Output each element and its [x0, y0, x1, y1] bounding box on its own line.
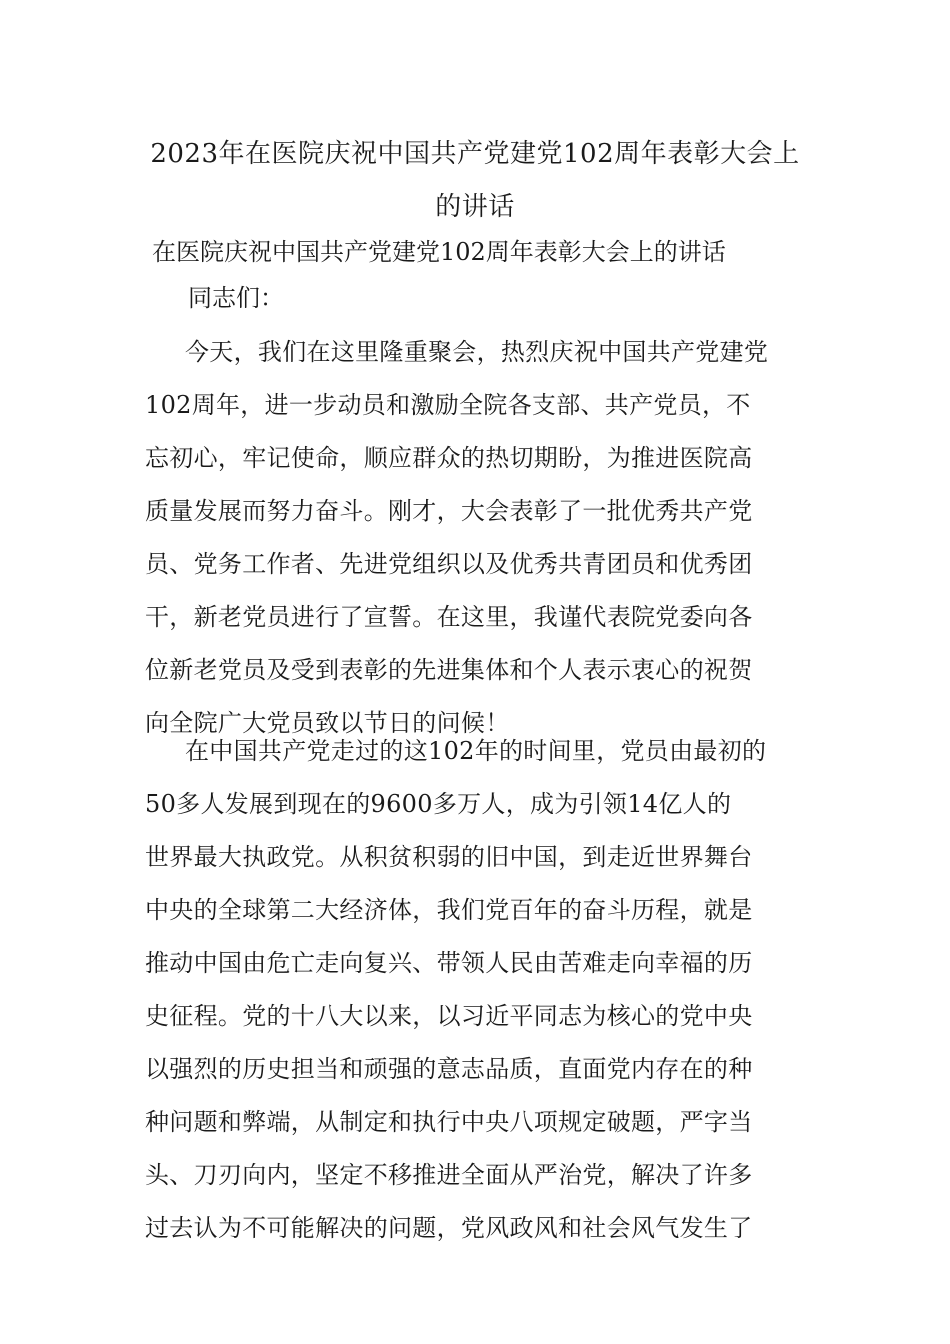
paragraph-line: 今天，我们在这里隆重聚会，热烈庆祝中国共产党建党: [185, 338, 769, 366]
document-subtitle: 在医院庆祝中国共产党建党102周年表彰大会上的讲话: [152, 238, 726, 266]
paragraph-line: 50多人发展到现在的9600多万人，成为引领14亿人的: [145, 790, 732, 818]
salutation: 同志们：: [188, 284, 284, 312]
paragraph-line: 以强烈的历史担当和顽强的意志品质，直面党内存在的种: [145, 1055, 753, 1083]
paragraph-line: 世界最大执政党。从积贫积弱的旧中国，到走近世界舞台: [145, 843, 753, 871]
paragraph-line: 干，新老党员进行了宣誓。在这里，我谨代表院党委向各: [145, 603, 753, 631]
paragraph-line: 在中国共产党走过的这102年的时间里，党员由最初的: [185, 737, 767, 765]
paragraph-line: 员、党务工作者、先进党组织以及优秀共青团员和优秀团: [145, 550, 753, 578]
paragraph-line: 102周年，进一步动员和激励全院各支部、共产党员，不: [145, 391, 751, 419]
paragraph-line: 忘初心，牢记使命，顺应群众的热切期盼，为推进医院高: [145, 444, 753, 472]
paragraph-line: 推动中国由危亡走向复兴、带领人民由苦难走向幸福的历: [145, 949, 753, 977]
title-line-1: 2023年在医院庆祝中国共产党建党102周年表彰大会上: [150, 139, 800, 169]
paragraph-line: 质量发展而努力奋斗。刚才，大会表彰了一批优秀共产党: [145, 497, 753, 525]
paragraph-line: 头、刀刃向内，坚定不移推进全面从严治党，解决了许多: [145, 1161, 753, 1189]
paragraph-2: [145, 725, 807, 1255]
paragraph-line: 种问题和弊端，从制定和执行中央八项规定破题，严字当: [145, 1108, 753, 1136]
paragraph-line: 位新老党员及受到表彰的先进集体和个人表示衷心的祝贺: [145, 656, 753, 684]
paragraph-line: 中央的全球第二大经济体，我们党百年的奋斗历程，就是: [145, 896, 753, 924]
paragraph-1: [145, 326, 807, 750]
document-title: [140, 128, 810, 234]
paragraph-line: 过去认为不可能解决的问题，党风政风和社会风气发生了: [145, 1214, 753, 1242]
title-line-2: 的讲话: [435, 192, 515, 222]
paragraph-line: 向全院广大党员致以节日的问候！: [145, 709, 510, 737]
paragraph-line: 史征程。党的十八大以来，以习近平同志为核心的党中央: [145, 1002, 753, 1030]
